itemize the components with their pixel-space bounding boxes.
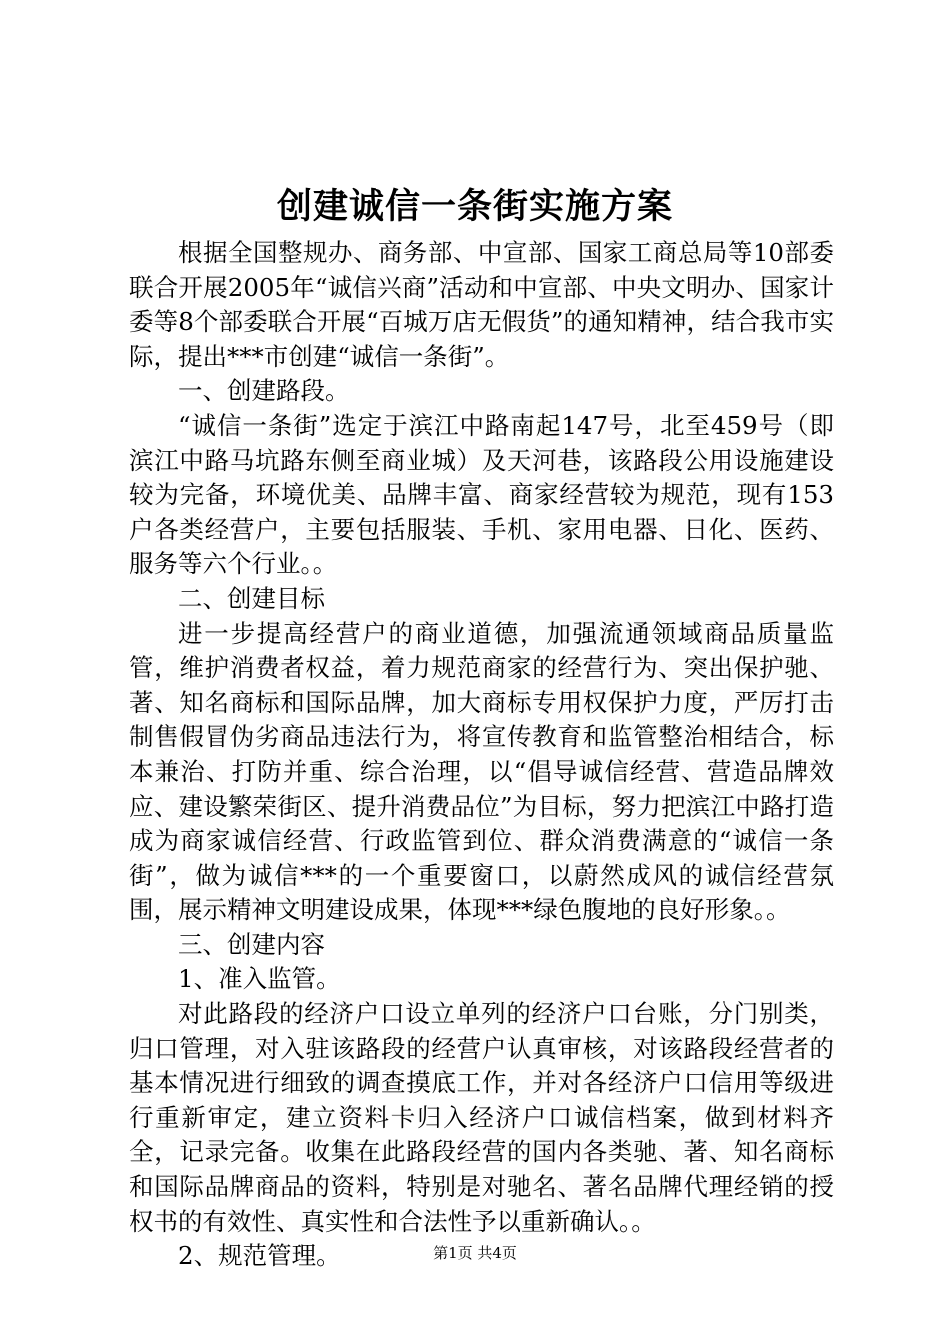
paragraph-section-2: 进一步提高经营户的商业道德，加强流通领域商品质量监管，维护消费者权益，着力规范商家的经营行为、突出保护驰、著、知名商标和国际品牌，加大商标专用权保护力度，严厉打击制售假冒伪劣商品违法行为，将宣传教育和监管整治相结合，标本兼治、打防并重、综合治理，以“倡导诚信经营、营造品牌效应、建设繁荣街区、提升消费品位”为目标，努力把滨江中路打造成为商家诚信经营、行政监管到位、群众消费满意的“诚信一条街”，做为诚信***的一个重要窗口，以蔚然成风的诚信经营氛围，展示精神文明建设成果，体现***绿色腹地的良好形象。。 [129, 618, 834, 925]
heading-section-2: 二、创建目标 [178, 583, 325, 613]
heading-section-3: 三、创建内容 [178, 929, 325, 959]
subheading-3-2: 2、规范管理。 [178, 1241, 341, 1271]
document-title: 创建诚信一条街实施方案 [276, 186, 673, 227]
paragraph-section-1: “诚信一条街”选定于滨江中路南起147号，北至459号（即滨江中路马坑路东侧至商业城）及天河巷，该路段公用设施建设较为完备，环境优美、品牌丰富、商家经营较为规范，现有153户各类经营户，主要包括服装、手机、家用电器、日化、医药、服务等六个行业。。 [129, 410, 834, 579]
paragraph-intro: 根据全国整规办、商务部、中宣部、国家工商总局等10部委联合开展2005年“诚信兴商”活动和中宣部、中央文明办、国家计委等8个部委联合开展“百城万店无假货”的通知精神，结合我市实际，提出***市创建“诚信一条街”。 [129, 238, 834, 371]
heading-section-1: 一、创建路段。 [178, 376, 350, 406]
subheading-3-1: 1、准入监管。 [178, 964, 341, 994]
page-footer: 第1页 共4页 [433, 1244, 517, 1262]
paragraph-3-1: 对此路段的经济户口设立单列的经济户口台账，分门别类，归口管理，对入驻该路段的经营户认真审核，对该路段经营者的基本情况进行细致的调查摸底工作，并对各经济户口信用等级进行重新审定，建立资料卡归入经济户口诚信档案，做到材料齐全，记录完备。收集在此路段经营的国内各类驰、著、知名商标和国际品牌商品的资料，特别是对驰名、著名品牌代理经销的授权书的有效性、真实性和合法性予以重新确认。。 [129, 999, 834, 1236]
document-body [129, 236, 834, 1274]
